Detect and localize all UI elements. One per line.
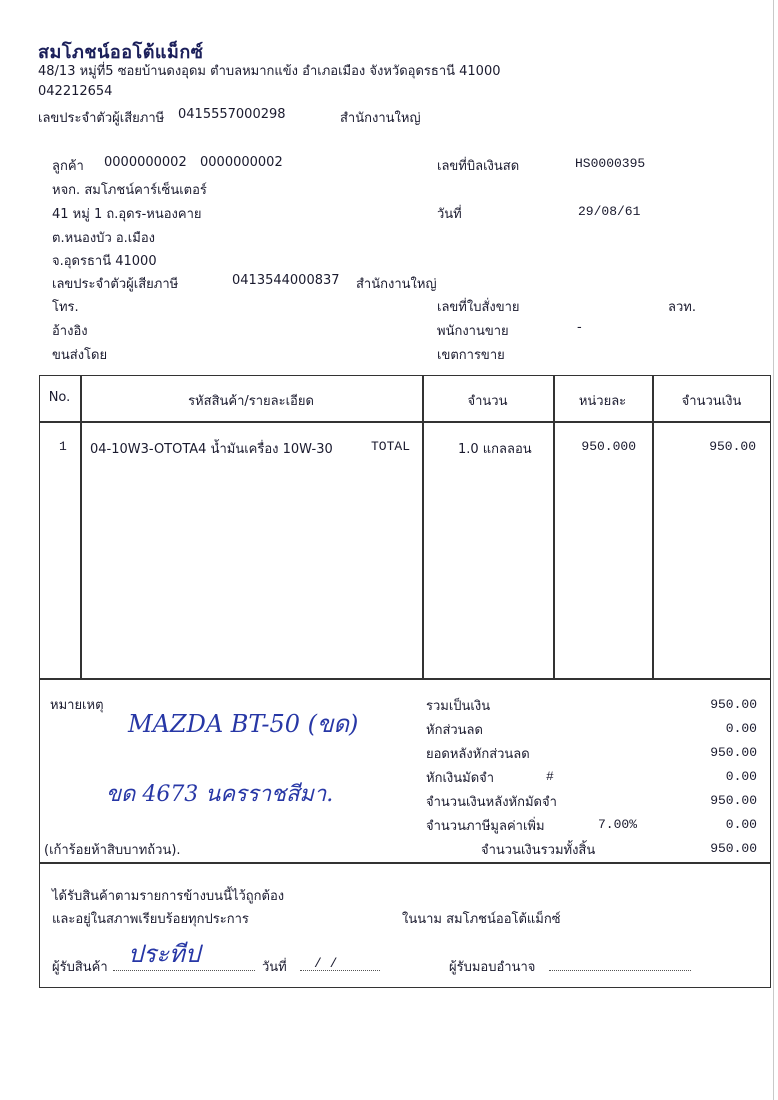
company-tax-id: 0415557000298: [178, 107, 286, 122]
table-col-divider: [553, 375, 555, 679]
customer-reference-label: อ้างอิง: [52, 324, 88, 339]
page-edge-line: [773, 0, 774, 1100]
bill-salesperson-value: -: [577, 320, 582, 335]
summary-label-total: รวมเป็นเงิน: [426, 699, 491, 714]
row-unit-price: 950.000: [581, 439, 636, 454]
company-address: 48/13 หมู่ที่5 ซอยบ้านดงอุดม ตำบลหมากแข้ง อำเภอเมือง จังหวัดอุดรธานี 41000: [38, 64, 501, 79]
grand-total-label: จำนวนเงินรวมทั้งสิ้น: [481, 843, 596, 858]
header-amount: จำนวนเงิน: [681, 394, 742, 409]
bill-number: HS0000395: [575, 156, 646, 171]
customer-code-2: 0000000002: [200, 155, 283, 170]
receive-date-label: วันที่: [262, 960, 287, 975]
header-unit-price: หน่วยละ: [578, 394, 627, 409]
handwritten-remark-1: MAZDA BT-50 (ขด): [128, 710, 359, 738]
customer-address-3: จ.อุดรธานี 41000: [52, 254, 157, 269]
customer-address-1: 41 หมู่ 1 ถ.อุดร-หนองคาย: [52, 207, 202, 222]
row-description: 04-10W3-OTOTA4 น้ำมันเครื่อง 10W-30: [90, 442, 333, 457]
company-phone: 042212654: [38, 84, 113, 99]
bill-date: 29/08/61: [578, 204, 641, 219]
company-tax-label: เลขประจำตัวผู้เสียภาษี: [38, 111, 165, 126]
grand-total-value: 950.00: [710, 841, 757, 856]
summary-label-deposit: หักเงินมัดจำ: [426, 771, 495, 786]
row-no: 1: [59, 439, 67, 454]
table-col-divider: [652, 375, 654, 679]
header-no: No.: [48, 390, 71, 405]
table-header-divider: [39, 421, 771, 423]
bill-zone-label: เขตการขาย: [437, 348, 505, 363]
summary-vat-rate: 7.00%: [598, 817, 638, 832]
summary-value-vat: 0.00: [725, 817, 757, 832]
on-behalf-text: ในนาม สมโภชน์ออโต้แม็กซ์: [402, 912, 561, 927]
summary-value-deposit: 0.00: [725, 769, 757, 784]
customer-code-1: 0000000002: [104, 155, 187, 170]
handwritten-remark-2: ขด 4673 นครราชสีมา.: [106, 782, 334, 807]
row-amount: 950.00: [709, 439, 756, 454]
summary-deposit-hash: #: [546, 769, 554, 784]
customer-branch: สำนักงานใหญ่: [356, 277, 437, 292]
customer-tax-id: 0413544000837: [232, 273, 340, 288]
customer-label: ลูกค้า: [52, 159, 84, 174]
summary-value-total: 950.00: [710, 697, 757, 712]
receiver-signature: ประทีป: [128, 940, 201, 968]
customer-name: หจก. สมโภชน์คาร์เซ็นเตอร์: [52, 183, 207, 198]
header-quantity: จำนวน: [467, 394, 508, 409]
authorized-label: ผู้รับมอบอำนาจ: [449, 960, 536, 975]
summary-label-discount: หักส่วนลด: [426, 723, 483, 738]
summary-label-after-deposit: จำนวนเงินหลังหักมัดจำ: [426, 795, 557, 810]
summary-label-vat: จำนวนภาษีมูลค่าเพิ่ม: [426, 819, 545, 834]
bill-order-value: ลวท.: [668, 300, 696, 315]
summary-value-after-discount: 950.00: [710, 745, 757, 760]
receiver-label: ผู้รับสินค้า: [52, 960, 108, 975]
amount-in-words: (เก้าร้อยห้าสิบบาทถ้วน).: [44, 843, 181, 858]
receive-date-blank: / /: [314, 956, 338, 971]
customer-shipping-label: ขนส่งโดย: [52, 348, 108, 363]
customer-phone-label: โทร.: [52, 300, 79, 315]
bill-date-label: วันที่: [437, 207, 462, 222]
ack-line-1: ได้รับสินค้าตามรายการข้างบนนี้ไว้ถูกต้อง: [52, 889, 285, 904]
bill-order-label: เลขที่ใบสั่งขาย: [437, 300, 520, 315]
row-quantity: 1.0 แกลลอน: [458, 442, 532, 457]
receive-date-line: [300, 970, 380, 971]
customer-tax-label: เลขประจำตัวผู้เสียภาษี: [52, 277, 179, 292]
remarks-label: หมายเหตุ: [50, 698, 104, 713]
bill-salesperson-label: พนักงานขาย: [437, 324, 509, 339]
summary-value-after-deposit: 950.00: [710, 793, 757, 808]
header-description: รหัสสินค้า/รายละเอียด: [188, 394, 314, 409]
row-brand: TOTAL: [371, 439, 411, 454]
ack-line-2: และอยู่ในสภาพเรียบร้อยทุกประการ: [52, 912, 249, 927]
company-branch: สำนักงานใหญ่: [340, 111, 421, 126]
company-name: สมโภชน์ออโต้แม็กซ์: [38, 42, 204, 63]
table-col-divider: [80, 375, 82, 679]
summary-label-after-discount: ยอดหลังหักส่วนลด: [426, 747, 530, 762]
authorized-signature-line: [549, 970, 691, 971]
summary-value-discount: 0.00: [725, 721, 757, 736]
customer-address-2: ต.หนองบัว อ.เมือง: [52, 231, 155, 246]
table-col-divider: [422, 375, 424, 679]
bill-number-label: เลขที่บิลเงินสด: [437, 159, 520, 174]
